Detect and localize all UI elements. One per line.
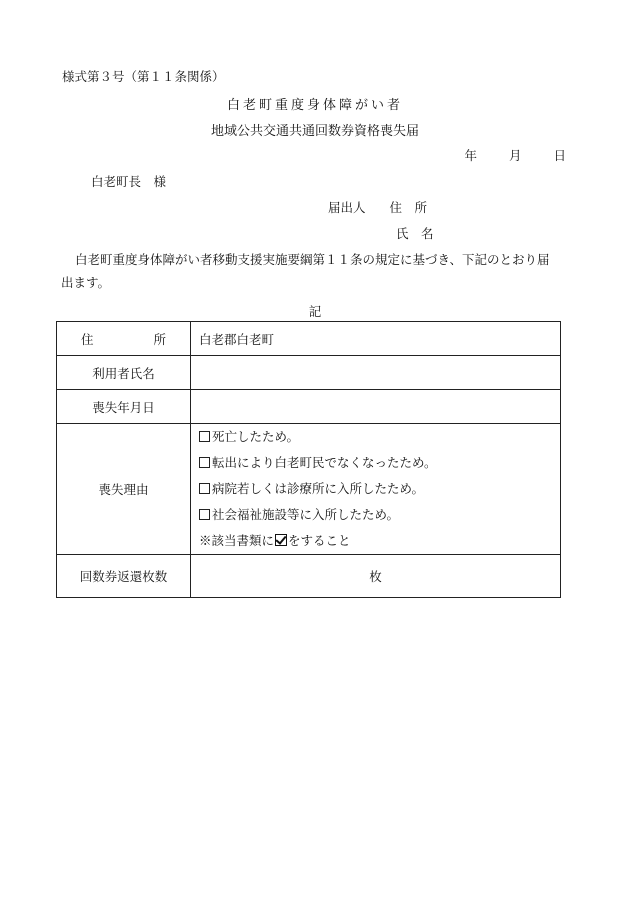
table-row — [57, 555, 561, 598]
date-line — [436, 146, 566, 164]
user-name-label: 利用者氏名 — [57, 356, 191, 390]
return-count-unit[interactable]: 枚 — [191, 555, 561, 598]
address-value[interactable]: 白老郡白老町 — [191, 322, 561, 356]
reason-note — [199, 528, 560, 554]
reason-option-hospital[interactable] — [199, 476, 560, 502]
address-label-1: 住 — [80, 331, 94, 347]
applicant-address-line — [328, 198, 427, 216]
note-prefix: ※該当書類に — [199, 533, 275, 548]
title-line-1: 白老町重度身体障がい者 — [226, 98, 403, 113]
reason-text: 転出により白老町民でなくなったため。 — [212, 455, 437, 470]
note-suffix: をすること — [288, 533, 351, 548]
return-count-label: 回数券返還枚数 — [57, 555, 191, 598]
applicant-name-line — [396, 224, 434, 242]
form-number: 様式第３号（第１１条関係） — [62, 69, 225, 84]
reason-label: 喪失理由 — [57, 424, 191, 555]
applicant-name-label: 氏 名 — [396, 226, 434, 241]
reason-text: 死亡したため。 — [212, 429, 300, 444]
loss-date-label: 喪失年月日 — [57, 390, 191, 424]
table-row — [57, 322, 561, 356]
addressee: 白老町長 様 — [91, 174, 167, 189]
body-text: 白老町重度身体障がい者移動支援実施要綱第１１条の規定に基づき、下記のとおり届出ます。 — [61, 252, 550, 290]
date-year: 年 — [464, 148, 477, 163]
table-row — [57, 356, 561, 390]
loss-date-value[interactable] — [191, 390, 561, 424]
applicant-address-label: 住 所 — [389, 200, 428, 215]
reason-option-facility[interactable] — [199, 502, 560, 528]
reason-options — [191, 424, 561, 555]
applicant-label: 届出人 — [328, 200, 366, 215]
notification-table — [56, 321, 561, 598]
checkbox-icon[interactable] — [199, 509, 210, 520]
checkbox-icon[interactable] — [199, 483, 210, 494]
table-row — [57, 390, 561, 424]
checked-box-icon — [275, 534, 287, 546]
address-label-2: 所 — [153, 331, 167, 347]
reason-option-death[interactable] — [199, 424, 560, 450]
reason-text: 社会福祉施設等に入所したため。 — [212, 507, 400, 522]
checkbox-icon[interactable] — [199, 457, 210, 468]
address-label — [57, 322, 191, 356]
date-day: 日 — [553, 148, 566, 163]
checkbox-icon[interactable] — [199, 431, 210, 442]
ki-heading: 記 — [308, 304, 322, 319]
reason-option-moved[interactable] — [199, 450, 560, 476]
reason-text: 病院若しくは診療所に入所したため。 — [212, 481, 425, 496]
table-row — [57, 424, 561, 555]
user-name-value[interactable] — [191, 356, 561, 390]
date-month: 月 — [508, 148, 522, 163]
title-line-2: 地域公共交通共通回数券資格喪失届 — [210, 124, 419, 139]
